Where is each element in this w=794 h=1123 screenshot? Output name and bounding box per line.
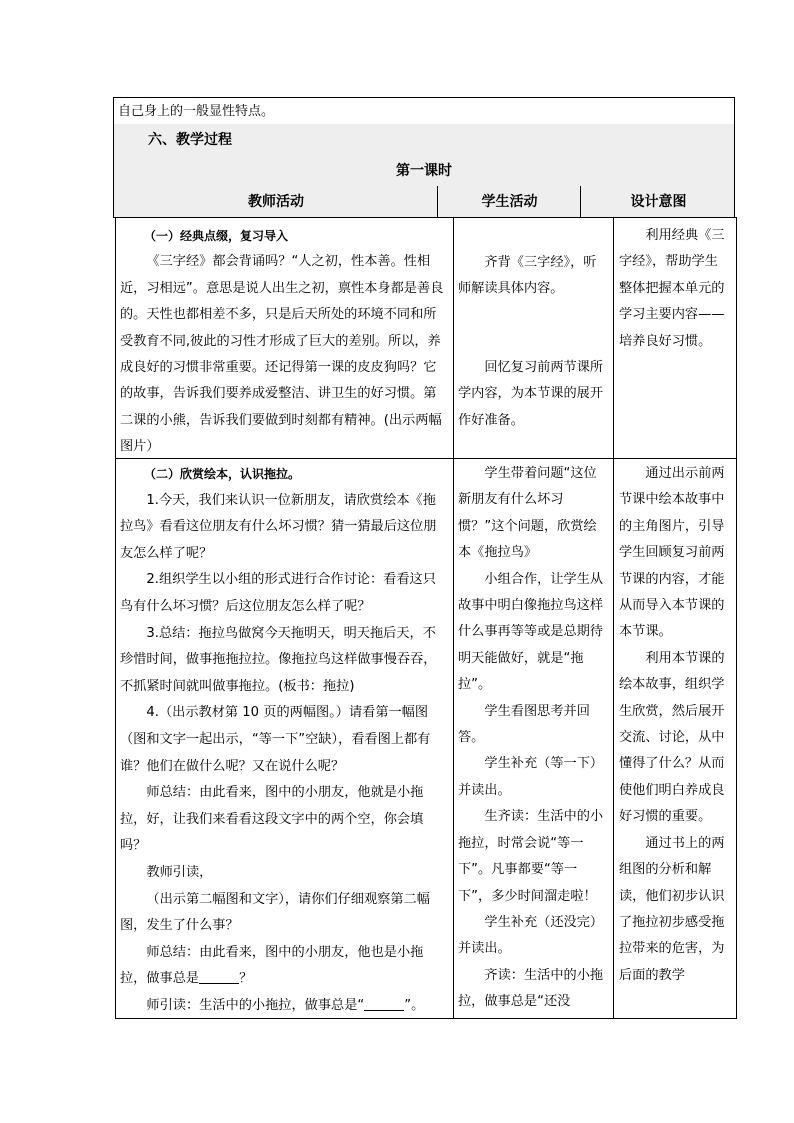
fill-in-blank bbox=[199, 969, 239, 984]
paragraph-text-end: ？ bbox=[239, 971, 253, 987]
paragraph: 回忆复习前两节课所学内容，为本节课的展开作好准备。 bbox=[458, 359, 604, 428]
header-divider-2 bbox=[580, 186, 581, 217]
column-header-row bbox=[113, 186, 735, 218]
paragraph: 1.今天，我们来认识一位新朋友，请欣赏绘本《拖拉鸟》看看这位朋友有什么坏习惯？猜一猜最后这位朋友怎么样了呢？ bbox=[120, 492, 437, 561]
part1-student-cell bbox=[458, 250, 608, 434]
paragraph: 利用经典《三字经》，帮助学生整体把握本单元的学习主要内容——培养良好习惯。 bbox=[619, 228, 725, 349]
paragraph: 小组合作，让学生从故事中明白像拖拉鸟这样什么事再等等或是总期待明天能做好，就是“拖拉”。 bbox=[458, 571, 604, 693]
section-title-row bbox=[113, 124, 735, 156]
main-divider-2 bbox=[613, 218, 614, 1018]
paragraph: 学生补充（等一下）并读出。 bbox=[458, 756, 604, 798]
paragraph: 学生看图思考并回答。 bbox=[458, 703, 590, 746]
header-student: 学生活动 bbox=[481, 194, 538, 210]
paragraph: 利用本节课的绘本故事，组织学生欣赏，然后展开交流、讨论，从中懂得了什么？从而使他们明白养成良好习惯的重要。 bbox=[619, 650, 725, 825]
paragraph bbox=[120, 940, 448, 993]
paragraph: 学生补充（还没完）并读出。 bbox=[458, 914, 604, 957]
paragraph: 通过书上的两组图的分析和解读，他们初步认识了拖拉初步感受拖拉带来的危害，为后面的教学 bbox=[619, 835, 725, 983]
header-divider-1 bbox=[437, 186, 438, 217]
section-title: 六、教学过程 bbox=[148, 132, 232, 148]
top-text: 自己身上的一般显性特点。 bbox=[118, 104, 275, 119]
lesson-title: 第一课时 bbox=[396, 163, 452, 179]
part1-design-cell bbox=[619, 223, 731, 355]
section-heading: （一）经典点缀，复习导入 bbox=[144, 229, 289, 243]
paragraph: 师总结：由此看来，图中的小朋友，他就是小拖拉，好，让我们来看看这段文字中的两个空，你会填吗？ bbox=[120, 785, 424, 854]
paragraph-text: 师总结：由此看来，图中的小朋友，他也是小拖拉，做事总是 bbox=[120, 944, 424, 987]
paragraph-text: 师引读：生活中的小拖拉，做事总是“ bbox=[146, 997, 365, 1013]
paragraph-text-end: ”。 bbox=[404, 997, 425, 1013]
paragraph: 齐背《三字经》，听师解读具体内容。 bbox=[458, 255, 597, 297]
paragraph: 学生带着问题“这位新朋友有什么坏习惯？”这个问题，欣赏绘本《拖拉鸟》 bbox=[458, 466, 597, 561]
section-heading: （二）欣赏绘本，认识拖拉。 bbox=[144, 467, 301, 481]
top-text-row bbox=[113, 97, 735, 125]
lesson-title-row bbox=[113, 155, 735, 187]
fill-in-blank bbox=[364, 996, 404, 1011]
paragraph: 《三字经》都会背诵吗？“人之初，性本善。性相近，习相远”。意思是说人出生之初，禀性本身都是善良的。天性也都相差不多，只是后天所处的环境不同和所受教育不同,彼此的习性才形成了巨大的差别。所以，养成良好的习惯非常重要。还记得第一课的皮皮狗吗？它的故事，告诉我们要养成爱整洁、讲卫生的好习惯。第二课的小熊，告诉我们要做到时刻都有精神。(出示两幅图片） bbox=[120, 254, 444, 455]
paragraph: 教师引读， bbox=[146, 864, 213, 880]
part2-design-cell bbox=[619, 461, 731, 989]
part1-teacher-cell bbox=[120, 223, 448, 461]
part2-teacher-cell bbox=[120, 461, 448, 1019]
paragraph: 4.（出示教材第 10 页的两幅图。）请看第一幅图（图和文字一起出示，“等一下”空缺），看看图上都有谁？他们在做什么呢？又在说什么呢？ bbox=[120, 705, 431, 774]
main-divider-1 bbox=[453, 218, 454, 1018]
paragraph: 齐读：生活中的小拖拉，做事总是“还没 bbox=[458, 967, 604, 1010]
header-teacher: 教师活动 bbox=[248, 194, 304, 210]
paragraph: （出示第二幅图和文字），请你们仔细观察第二幅图，发生了什么事？ bbox=[120, 891, 430, 934]
part2-student-cell bbox=[458, 461, 608, 1016]
header-design: 设计意图 bbox=[630, 194, 687, 210]
paragraph: 生齐读：生活中的小拖拉，时常会说“等一下”。凡事都要“等一下”，多少时间溜走啦！ bbox=[458, 809, 604, 904]
paragraph: 3.总结：拖拉鸟做窝今天拖明天，明天拖后天，不珍惜时间，做事拖拖拉拉。像拖拉鸟这样做事慢吞吞，不抓紧时间就叫做事拖拉。(板书：拖拉) bbox=[120, 625, 437, 694]
paragraph: 2.组织学生以小组的形式进行合作讨论：看看这只鸟有什么坏习惯？后这位朋友怎么样了呢？ bbox=[120, 572, 436, 614]
paragraph bbox=[120, 993, 448, 1020]
paragraph: 通过出示前两节课中绘本故事中的主角图片，引导学生回顾复习前两节课的内容，才能从而导入本节课的本节课。 bbox=[619, 466, 725, 640]
